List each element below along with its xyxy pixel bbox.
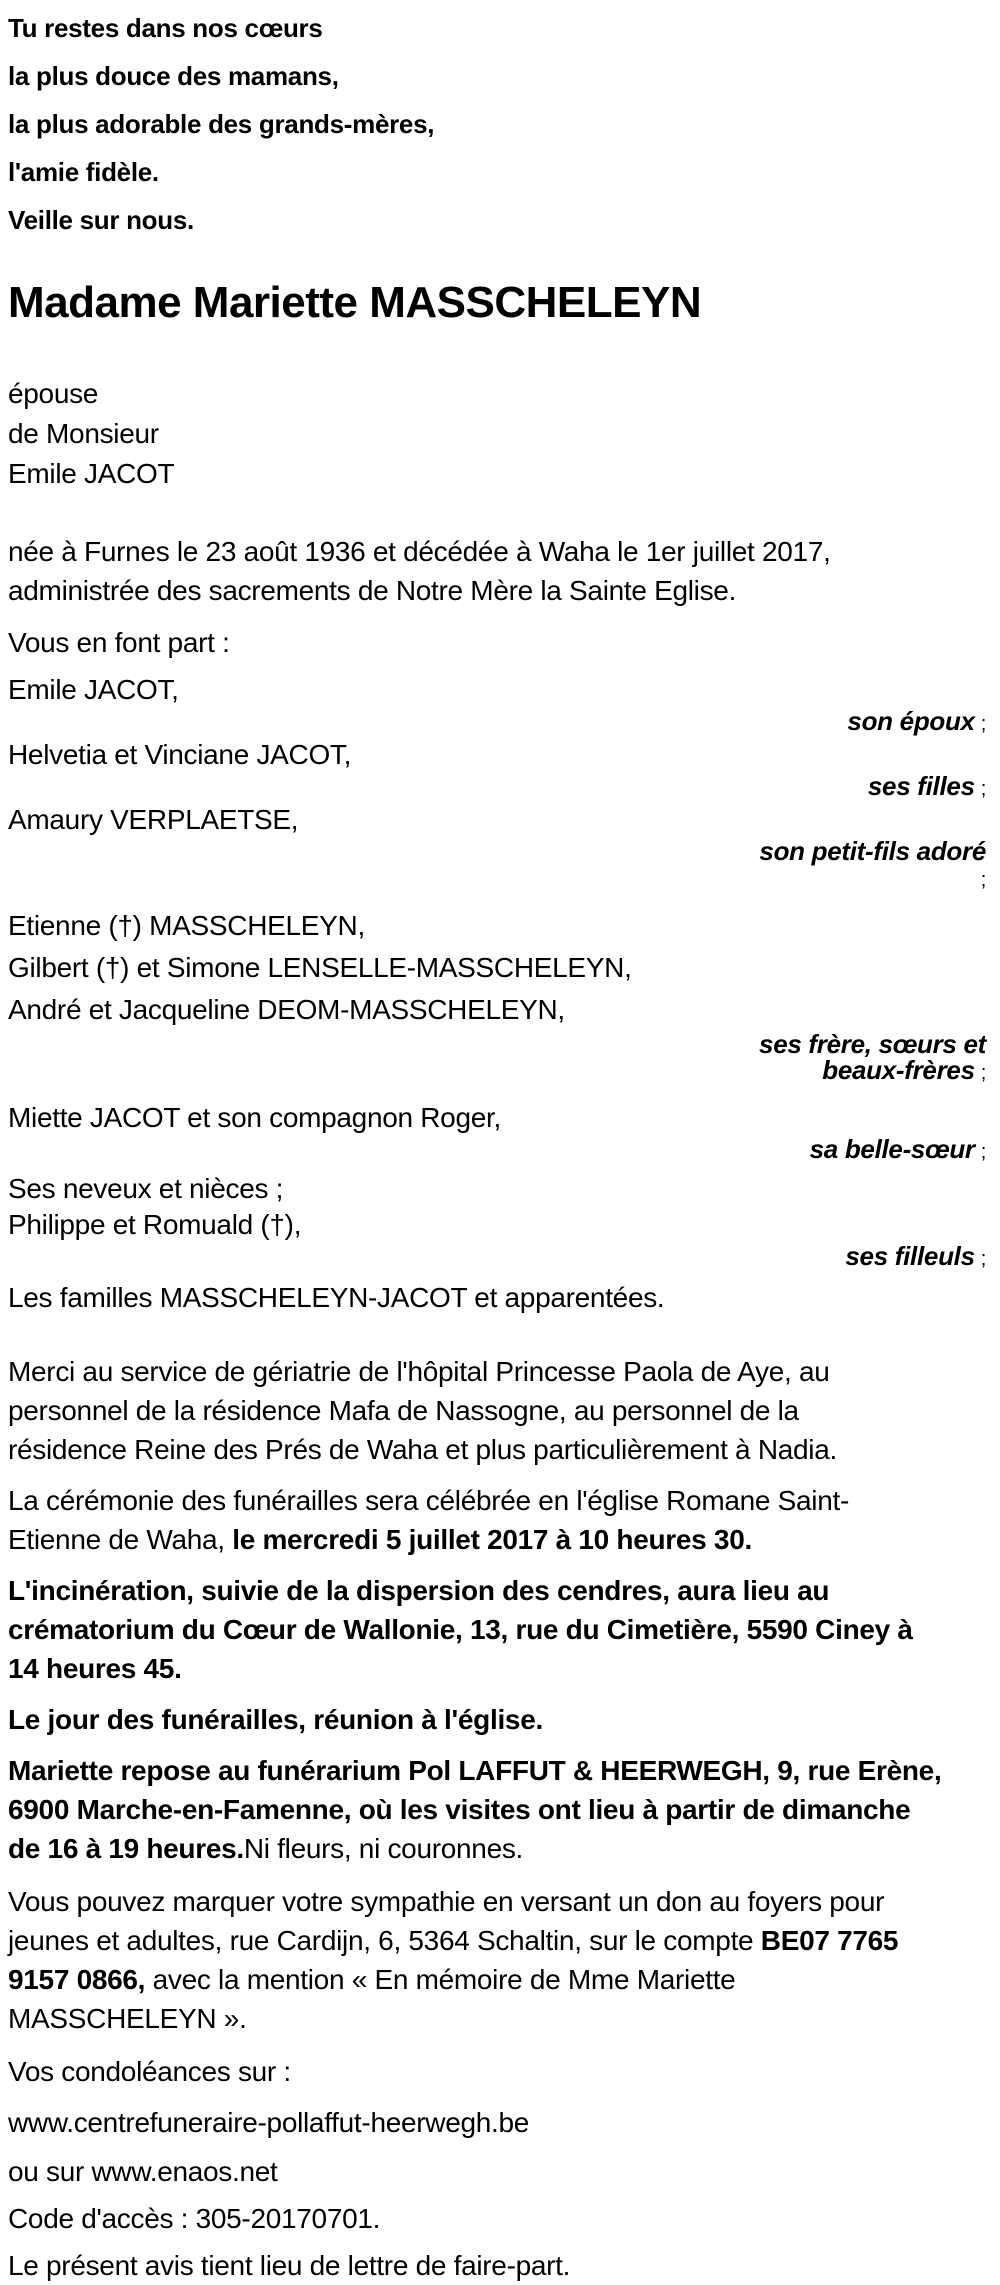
access-code: Code d'accès : 305-20170701. [8, 2203, 381, 2234]
family-member-name: Etienne (†) MASSCHELEYN, [8, 910, 365, 941]
thanks-line: personnel de la résidence Mafa de Nassogne, au personnel de la [8, 1395, 799, 1426]
family-relation-label: ses filleuls ; [845, 1241, 986, 1271]
family-row [8, 802, 986, 893]
no-flowers-note: Ni fleurs, ni couronnes. [243, 1833, 524, 1864]
ceremony-line: La cérémonie des funérailles sera célébrée en l'église Romane Saint- [8, 1485, 849, 1516]
epitaph-line: Tu restes dans nos cœurs [8, 13, 323, 43]
relation-semicolon: ; [980, 713, 986, 735]
thanks-paragraph [8, 1352, 986, 1469]
family-relation-label: ses frère, sœurs et [759, 1029, 986, 1059]
family-member-name: Miette JACOT et son compagnon Roger, [8, 1102, 501, 1133]
cremation-paragraph [8, 1571, 986, 1688]
family-relation-label: beaux-frères ; [822, 1055, 986, 1085]
family-member-name: Emile JACOT, [8, 674, 179, 705]
spouse-line: Emile JACOT [8, 458, 175, 489]
family-member-name: Helvetia et Vinciane JACOT, [8, 739, 352, 770]
donation-line: jeunes et adultes, rue Cardijn, 6, 5364 Schaltin, sur le compte BE07 7765 [8, 1925, 899, 1956]
ceremony-line: Etienne de Waha, le mercredi 5 juillet 2017 à 10 heures 30. [8, 1524, 752, 1555]
repose-line: Mariette repose au funérarium Pol LAFFUT & HEERWEGH, 9, rue Erène, [8, 1755, 942, 1786]
family-member-name: André et Jacqueline DEOM-MASSCHELEYN, [8, 994, 565, 1025]
thanks-line: résidence Reine des Prés de Waha et plus particulièrement à Nadia. [8, 1434, 837, 1465]
birth-death-notice [8, 532, 986, 610]
family-row [8, 1207, 986, 1272]
repose-paragraph [8, 1751, 986, 1868]
repose-line [8, 1829, 986, 1868]
spouse-line: de Monsieur [8, 418, 159, 449]
condolences-label: Vos condoléances sur : [8, 2056, 291, 2087]
epitaph-line: la plus adorable des grands-mères, [8, 109, 435, 139]
relation-semicolon: ; [980, 1141, 986, 1163]
family-member-name: Philippe et Romuald (†), [8, 1209, 302, 1240]
birth-death-line: administrée des sacrements de Notre Mère la Sainte Eglise. [8, 575, 737, 606]
family-relation-label: sa belle-sœur ; [809, 1134, 986, 1164]
closing-line: Le présent avis tient lieu de lettre de faire-part. [8, 2250, 571, 2281]
epitaph-line: Veille sur nous. [8, 205, 194, 235]
repose-line: 6900 Marche-en-Famenne, où les visites ont lieu à partir de dimanche [8, 1794, 911, 1825]
spouse-line: épouse [8, 378, 99, 409]
cremation-line: L'incinération, suivie de la dispersion des cendres, aura lieu au [8, 1575, 830, 1606]
relation-semicolon: ; [980, 869, 986, 891]
meeting-line: Le jour des funérailles, réunion à l'église. [8, 1704, 543, 1735]
family-member-name: Ses neveux et nièces ; [8, 1173, 284, 1204]
thanks-line: Merci au service de gériatrie de l'hôpital Princesse Paola de Aye, au [8, 1356, 830, 1387]
family-relation-label: son petit-fils adoré [759, 836, 986, 866]
deceased-name-title: Madame Mariette MASSCHELEYN [8, 278, 702, 327]
family-row [8, 1171, 986, 1207]
visit-hours: de 16 à 19 heures. [8, 1833, 244, 1864]
bank-account-number: BE07 7765 [760, 1925, 899, 1956]
epitaph-line: la plus douce des mamans, [8, 61, 339, 91]
family-member-name: Gilbert (†) et Simone LENSELLE-MASSCHELEYN, [8, 952, 632, 983]
family-relation-label: ses filles ; [867, 771, 986, 801]
meeting-paragraph [8, 1700, 986, 1739]
bank-account-number: 9157 0866, [8, 1964, 146, 1995]
announcement-intro: Vous en font part : [8, 627, 230, 658]
birth-death-line: née à Furnes le 23 août 1936 et décédée à Waha le 1er juillet 2017, [8, 536, 831, 567]
family-relation-label: son époux ; [847, 706, 986, 736]
family-list [8, 672, 986, 1316]
family-relation-label [8, 864, 986, 893]
cremation-line: crématorium du Cœur de Wallonie, 13, rue du Cimetière, 5590 Ciney à [8, 1614, 913, 1645]
epitaph-line: l'amie fidèle. [8, 157, 159, 187]
donation-line: 9157 0866, avec la mention « En mémoire de Mme Mariette [8, 1964, 736, 1995]
donation-line: Vous pouvez marquer votre sympathie en versant un don au foyers pour [8, 1886, 885, 1917]
cremation-line: 14 heures 45. [8, 1653, 182, 1684]
relation-semicolon: ; [980, 778, 986, 800]
ceremony-paragraph [8, 1481, 986, 1559]
donation-paragraph [8, 1882, 986, 2038]
epitaph [8, 4, 986, 244]
relation-semicolon: ; [980, 1062, 986, 1084]
family-row [8, 672, 986, 737]
alt-website: ou sur www.enaos.net [8, 2156, 278, 2187]
family-member-name: Amaury VERPLAETSE, [8, 804, 299, 835]
family-row [8, 905, 986, 1086]
spouse-block [8, 374, 986, 494]
donation-line: MASSCHELEYN ». [8, 2003, 247, 2034]
relation-semicolon: ; [980, 1248, 986, 1270]
family-row [8, 1280, 986, 1316]
family-row [8, 737, 986, 802]
funeral-home-website: www.centrefuneraire-pollaffut-heerwegh.be [8, 2107, 530, 2138]
family-row [8, 1100, 986, 1165]
ceremony-datetime: le mercredi 5 juillet 2017 à 10 heures 30. [232, 1524, 752, 1555]
family-member-name: Les familles MASSCHELEYN-JACOT et apparentées. [8, 1282, 665, 1313]
